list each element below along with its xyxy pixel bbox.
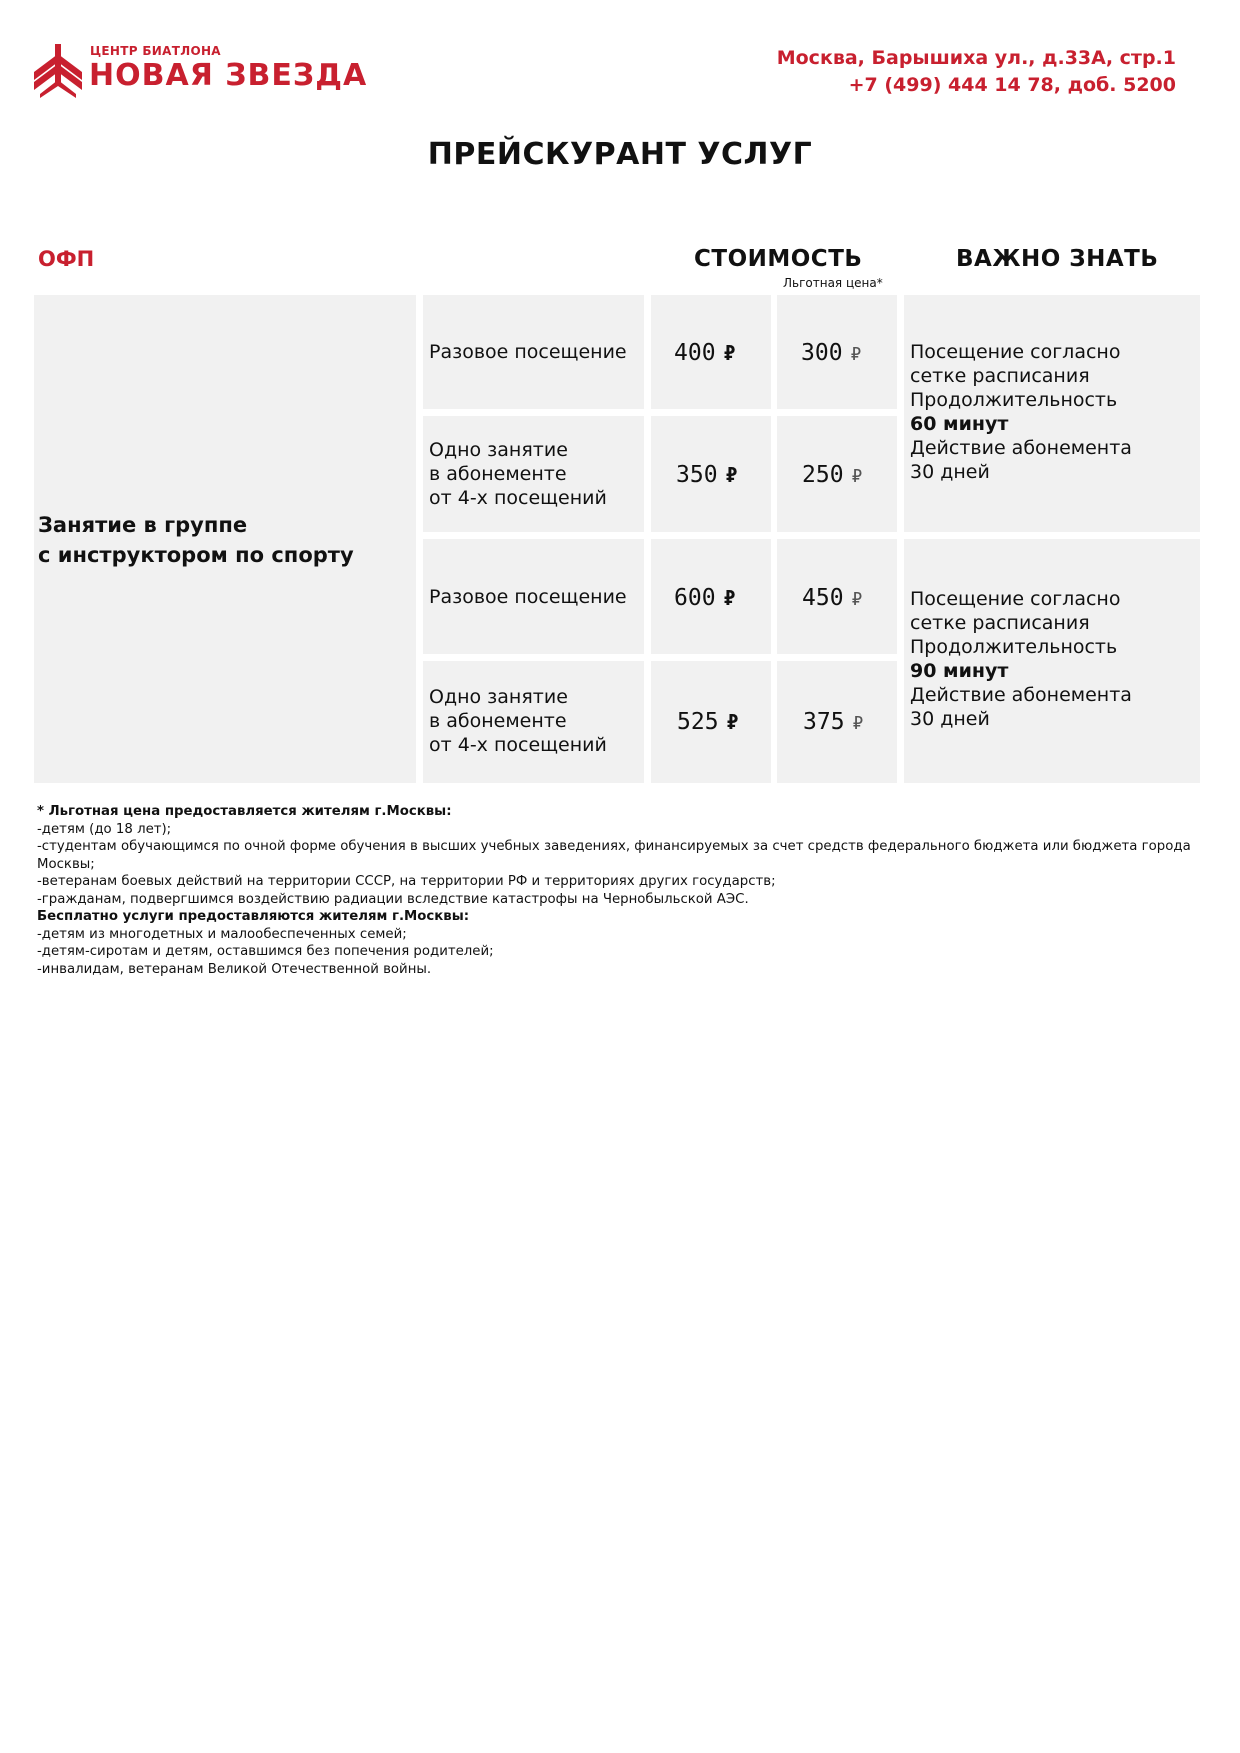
note-item: -детям-сиротам и детям, оставшимся без попечения родителей; — [37, 944, 494, 959]
note-item: -детям из многодетных и малообеспеченных семей; — [37, 926, 407, 942]
ruble-icon: ₽ — [723, 586, 736, 610]
ruble-icon: ₽ — [725, 463, 738, 487]
cost-header: СТОИМОСТЬ — [694, 246, 863, 272]
price: 525 ₽ — [677, 709, 739, 735]
service-name: Занятие в группе с инструктором по спорту — [38, 513, 354, 567]
visit-type: Разовое посещение — [429, 586, 627, 608]
visit-type: Одно занятие в абонементе от 4-х посещений — [429, 686, 607, 756]
info-header: ВАЖНО ЗНАТЬ — [956, 246, 1159, 272]
ruble-icon: ₽ — [852, 713, 864, 734]
note-item: -студентам обучающимся по очной форме обучения в высших учебных заведениях, финансируемых за счет средств федерального бюджета или бюджета города Москвы; — [37, 839, 1191, 872]
note-item: -инвалидам, ветеранам Великой Отечественной войны. — [37, 961, 432, 977]
price: 350 ₽ — [676, 462, 738, 488]
discount-price: 300 ₽ — [801, 340, 862, 366]
section-label: ОФП — [38, 247, 95, 271]
note-item: -гражданам, подвергшимся воздействию радиации вследствие катастрофы на Чернобыльской АЭС. — [37, 891, 749, 907]
page-title: ПРЕЙСКУРАНТ УСЛУГ — [427, 137, 813, 172]
visit-type: Разовое посещение — [429, 341, 627, 363]
ruble-icon: ₽ — [726, 710, 739, 734]
logo-subtitle: ЦЕНТР БИАТЛОНА — [90, 44, 221, 58]
discount-price: 375 ₽ — [803, 709, 864, 735]
info-text: Посещение согласно сетке расписания Продолжительность 60 минут Действие абонемента 30 дней — [910, 341, 1132, 483]
logo-emblem-icon — [32, 42, 84, 98]
discount-note-title: * Льготная цена предоставляется жителям г.Москвы: — [37, 804, 452, 819]
logo-title: НОВАЯ ЗВЕЗДА — [89, 58, 368, 93]
footnotes — [37, 803, 1207, 978]
info-text: Посещение согласно сетке расписания Продолжительность 90 минут Действие абонемента 30 дней — [910, 588, 1132, 730]
address: Москва, Барышиха ул., д.33А, стр.1 — [776, 47, 1176, 69]
discount-price: 450 ₽ — [802, 585, 863, 611]
duration: 60 минут — [910, 413, 1009, 435]
discount-price: 250 ₽ — [802, 462, 863, 488]
ruble-icon: ₽ — [851, 466, 863, 487]
price: 400 ₽ — [674, 340, 736, 366]
note-item: -детям (до 18 лет); — [37, 821, 172, 837]
ruble-icon: ₽ — [851, 589, 863, 610]
visit-type: Одно занятие в абонементе от 4-х посещений — [429, 439, 607, 509]
phone: +7 (499) 444 14 78, доб. 5200 — [848, 74, 1176, 96]
ruble-icon: ₽ — [850, 344, 862, 365]
logo — [32, 42, 368, 102]
note-item: -ветеранам боевых действий на территории СССР, на территории РФ и территориях других государств; — [37, 874, 776, 889]
free-note-title: Бесплатно услуги предоставляются жителям г.Москвы: — [37, 909, 470, 924]
duration: 90 минут — [910, 660, 1009, 682]
ruble-icon: ₽ — [723, 341, 736, 365]
price: 600 ₽ — [674, 585, 736, 611]
discount-header: Льготная цена* — [783, 276, 883, 290]
contacts — [777, 45, 1176, 99]
